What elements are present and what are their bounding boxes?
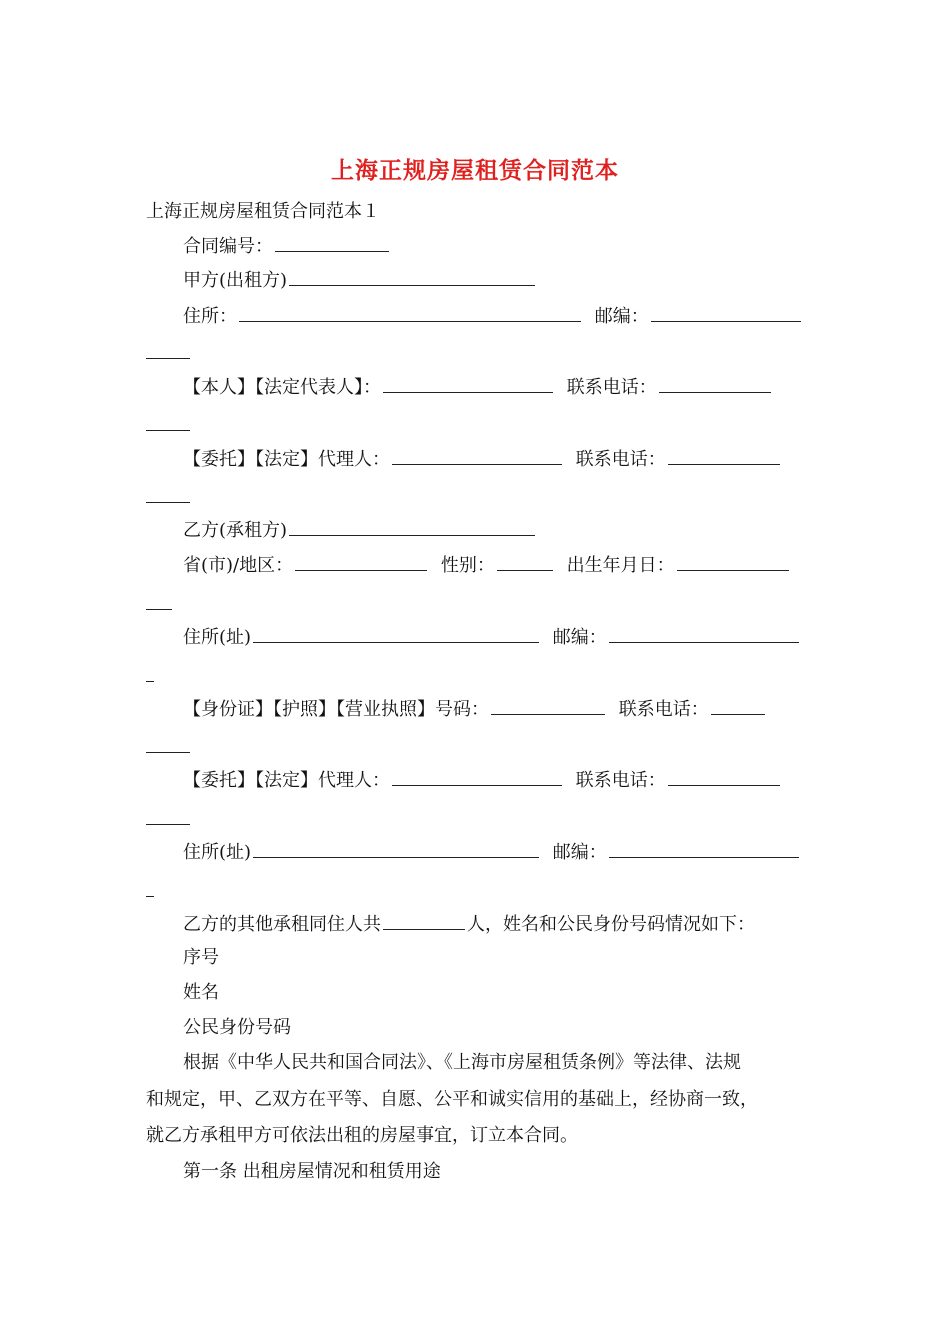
agent-b-phone-blank[interactable] bbox=[668, 768, 780, 786]
agent-a-blank[interactable] bbox=[392, 447, 562, 465]
rep-a-blank[interactable] bbox=[383, 375, 553, 393]
agent-b-label: 【委托】【法定】代理人： bbox=[183, 770, 390, 791]
province-label: 省(市)/地区： bbox=[183, 555, 294, 576]
page-title: 上海正规房屋租赁合同范本 bbox=[331, 157, 619, 184]
address-a-label: 住所： bbox=[183, 306, 237, 327]
postcode-b-tail bbox=[146, 681, 154, 682]
birth-label: 出生年月日： bbox=[566, 555, 675, 576]
address-b-row bbox=[183, 625, 801, 650]
gender-blank[interactable] bbox=[497, 553, 553, 571]
table-header-id: 公民身份号码 bbox=[183, 1017, 291, 1038]
address-b2-row bbox=[183, 840, 801, 865]
agent-b-blank[interactable] bbox=[392, 768, 562, 786]
address-b-blank[interactable] bbox=[253, 625, 539, 643]
agent-a-phone-tail bbox=[146, 502, 190, 503]
birth-tail bbox=[146, 609, 172, 610]
postcode-a-blank[interactable] bbox=[651, 304, 801, 322]
agent-a-label: 【委托】【法定】代理人： bbox=[183, 449, 390, 470]
address-b2-blank[interactable] bbox=[253, 840, 539, 858]
id-doc-phone-blank[interactable] bbox=[711, 697, 765, 715]
id-doc-row bbox=[183, 697, 767, 722]
phone-a-label: 联系电话： bbox=[566, 377, 657, 398]
province-blank[interactable] bbox=[295, 553, 427, 571]
postcode-b-label: 邮编： bbox=[552, 627, 607, 648]
party-a-blank[interactable] bbox=[289, 268, 535, 286]
postcode-b2-blank[interactable] bbox=[609, 840, 799, 858]
address-b2-label: 住所(址) bbox=[183, 842, 252, 863]
cohabitants-count-blank[interactable] bbox=[383, 912, 465, 930]
table-header-name: 姓名 bbox=[183, 982, 219, 1003]
gender-label: 性别： bbox=[440, 555, 495, 576]
article-1-heading: 第一条 出租房屋情况和租赁用途 bbox=[183, 1161, 441, 1182]
rep-a-row bbox=[183, 375, 773, 400]
agent-a-row bbox=[183, 447, 782, 472]
table-header-index: 序号 bbox=[183, 947, 219, 968]
cohabitants-suffix: 人，姓名和公民身份号码情况如下： bbox=[467, 914, 755, 935]
cohabitants-prefix: 乙方的其他承租同住人共 bbox=[183, 914, 381, 935]
party-a-row bbox=[183, 268, 537, 293]
body-line-2: 和规定，甲、乙双方在平等、自愿、公平和诚实信用的基础上，经协商一致， bbox=[146, 1089, 758, 1110]
id-doc-phone-label: 联系电话： bbox=[618, 699, 709, 720]
phone-a-tail bbox=[146, 430, 190, 431]
address-b-label: 住所(址) bbox=[183, 627, 252, 648]
province-row bbox=[183, 553, 791, 578]
postcode-a-label: 邮编： bbox=[594, 306, 649, 327]
subtitle: 上海正规房屋租赁合同范本１ bbox=[146, 201, 380, 222]
agent-b-row bbox=[183, 768, 782, 793]
agent-a-phone-blank[interactable] bbox=[668, 447, 780, 465]
agent-b-phone-tail bbox=[146, 824, 190, 825]
postcode-b2-label: 邮编： bbox=[552, 842, 607, 863]
id-doc-blank[interactable] bbox=[491, 697, 605, 715]
party-b-label: 乙方(承租方) bbox=[183, 520, 288, 541]
address-a-row bbox=[183, 304, 803, 329]
birth-blank[interactable] bbox=[677, 553, 789, 571]
agent-a-phone-label: 联系电话： bbox=[575, 449, 666, 470]
contract-no-label: 合同编号： bbox=[183, 236, 273, 257]
contract-no-blank[interactable] bbox=[275, 234, 389, 252]
id-doc-phone-tail bbox=[146, 752, 190, 753]
party-b-blank[interactable] bbox=[289, 518, 535, 536]
party-b-row bbox=[183, 518, 537, 543]
contract-no-row bbox=[183, 234, 391, 259]
postcode-a-tail bbox=[146, 358, 190, 359]
body-line-3: 就乙方承租甲方可依法出租的房屋事宜，订立本合同。 bbox=[146, 1125, 578, 1146]
party-a-label: 甲方(出租方) bbox=[183, 270, 288, 291]
cohabitants-row bbox=[183, 912, 755, 937]
body-line-1: 根据《中华人民共和国合同法》、《上海市房屋租赁条例》等法律、法规 bbox=[183, 1052, 741, 1073]
agent-b-phone-label: 联系电话： bbox=[575, 770, 666, 791]
address-a-blank[interactable] bbox=[239, 304, 581, 322]
id-doc-label: 【身份证】【护照】【营业执照】号码： bbox=[183, 699, 489, 720]
rep-a-label: 【本人】【法定代表人】： bbox=[183, 377, 381, 398]
postcode-b2-tail bbox=[146, 896, 154, 897]
phone-a-blank[interactable] bbox=[659, 375, 771, 393]
postcode-b-blank[interactable] bbox=[609, 625, 799, 643]
